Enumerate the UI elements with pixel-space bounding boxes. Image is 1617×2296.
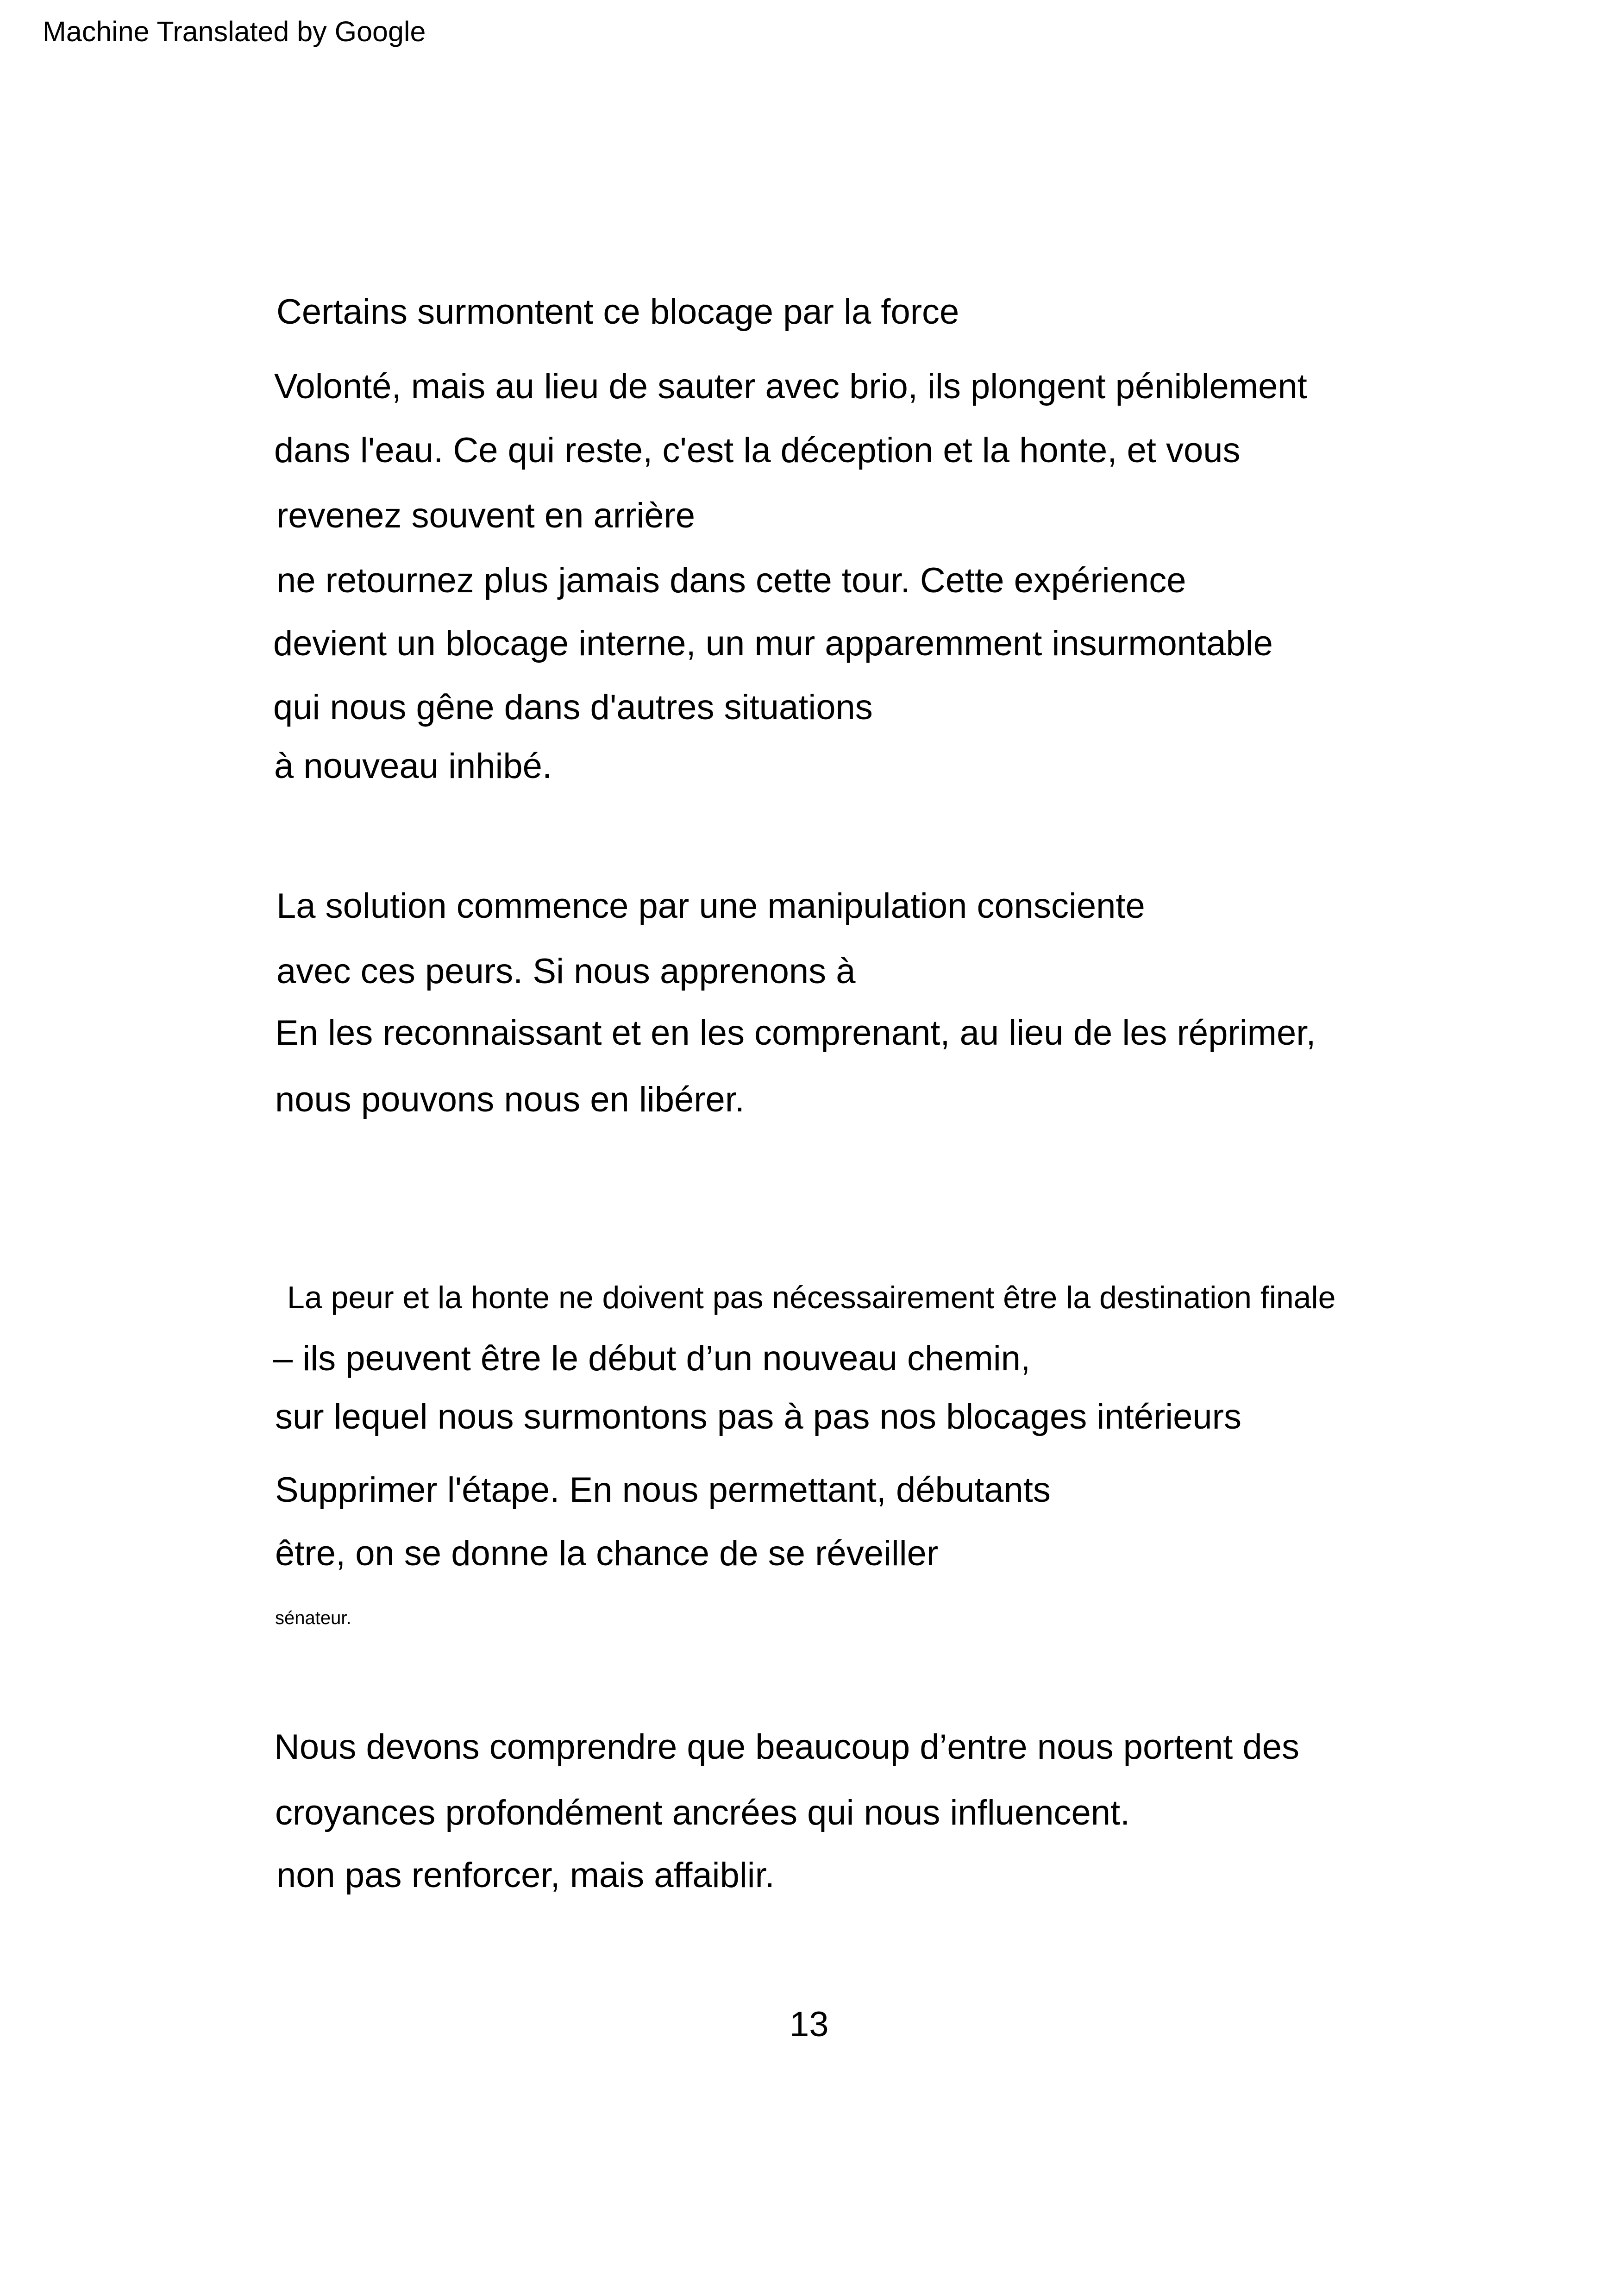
- text-line: revenez souvent en arrière: [276, 496, 696, 535]
- text-line: non pas renforcer, mais affaiblir.: [276, 1856, 775, 1895]
- text-line: Supprimer l'étape. En nous permettant, débutants: [275, 1470, 1051, 1510]
- text-line: En les reconnaissant et en les comprenant, au lieu de les réprimer,: [275, 1013, 1316, 1053]
- text-line: – ils peuvent être le début d’un nouveau chemin,: [273, 1339, 1031, 1378]
- page-number: 13: [790, 2005, 829, 2044]
- text-line: dans l'eau. Ce qui reste, c'est la déception et la honte, et vous: [274, 431, 1241, 470]
- text-line: devient un blocage interne, un mur apparemment insurmontable: [273, 624, 1273, 663]
- text-line: sénateur.: [275, 1608, 351, 1628]
- text-line: Certains surmontent ce blocage par la force: [276, 292, 959, 332]
- text-line: Volonté, mais au lieu de sauter avec brio, ils plongent péniblement: [274, 367, 1307, 406]
- machine-translation-notice: Machine Translated by Google: [43, 16, 426, 47]
- text-line: Nous devons comprendre que beaucoup d’entre nous portent des: [274, 1727, 1299, 1767]
- text-line: sur lequel nous surmontons pas à pas nos blocages intérieurs: [275, 1397, 1241, 1437]
- text-line: croyances profondément ancrées qui nous influencent.: [275, 1793, 1130, 1832]
- text-line: être, on se donne la chance de se réveiller: [275, 1534, 939, 1573]
- text-line: La peur et la honte ne doivent pas nécessairement être la destination finale: [287, 1280, 1336, 1315]
- text-line: à nouveau inhibé.: [274, 747, 552, 786]
- text-line: La solution commence par une manipulation consciente: [276, 886, 1145, 926]
- text-line: qui nous gêne dans d'autres situations: [273, 688, 873, 727]
- text-line: avec ces peurs. Si nous apprenons à: [276, 952, 856, 991]
- text-line: nous pouvons nous en libérer.: [275, 1080, 745, 1119]
- text-line: ne retournez plus jamais dans cette tour. Cette expérience: [276, 561, 1186, 600]
